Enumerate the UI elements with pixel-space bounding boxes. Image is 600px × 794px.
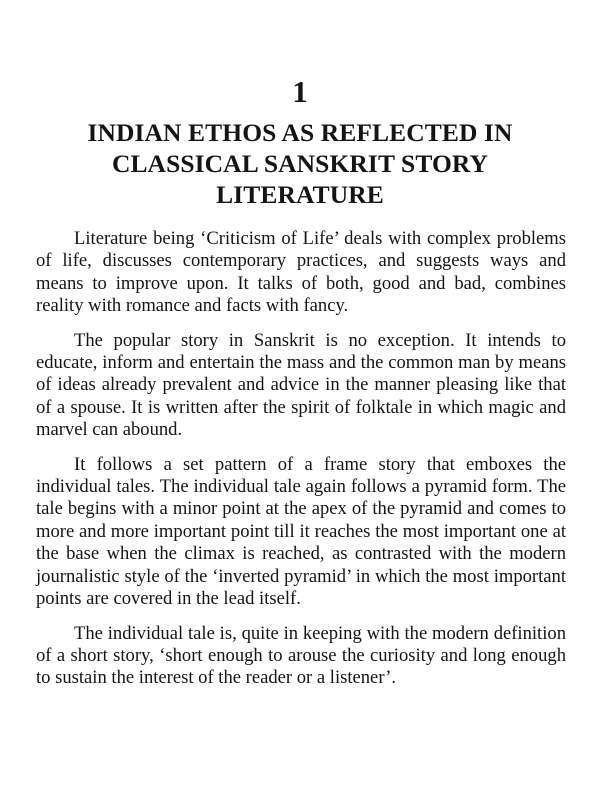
chapter-body [36,228,566,702]
chapter-title [40,117,560,210]
chapter-number: 1 [292,74,308,109]
chapter-title-line: INDIAN ETHOS AS REFLECTED IN [87,118,513,147]
chapter-title-line: CLASSICAL SANSKRIT STORY [111,149,489,178]
paragraph: The individual tale is, quite in keeping with the modern definition of a short story, ‘short enough to arouse the curiosity and long enough to sustain the interest of the reader or a listener’. [36,622,566,689]
chapter-title-line: LITERATURE [216,180,384,209]
paragraph: Literature being ‘Criticism of Life’ deals with complex problems of life, discusses contemporary practices, and suggests ways and means to improve upon. It talks of both, good and bad, combines reality with romance and facts with fancy. [36,228,566,317]
paragraph: The popular story in Sanskrit is no exception. It intends to educate, inform and entertain the mass and the common man by means of ideas already prevalent and advice in the manner pleasing like that of a spouse. It is written after the spirit of folktale in which magic and marvel can abound. [36,329,566,441]
paragraph: It follows a set pattern of a frame story that emboxes the individual tales. The individual tale again follows a pyramid form. The tale begins with a minor point at the apex of the pyramid and comes to more and more important point till it reaches the most important one at the base when the climax is reached, as contrasted with the modern journalistic style of the ‘inverted pyramid’ in which the most important points are covered in the lead itself. [36,453,566,610]
